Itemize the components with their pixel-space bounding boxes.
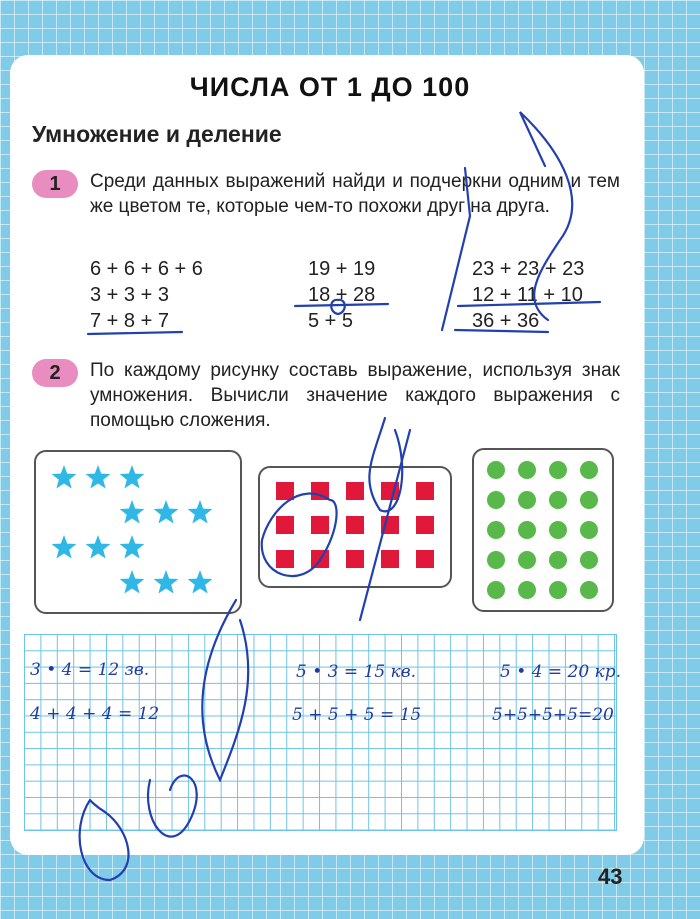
circle-mark	[487, 521, 505, 539]
picture-squares	[258, 466, 452, 588]
circle-mark	[549, 491, 567, 509]
circle-mark	[549, 551, 567, 569]
square-mark	[346, 516, 364, 534]
star-mark	[120, 570, 145, 594]
star-mark	[52, 535, 77, 559]
picture-circles	[472, 448, 614, 612]
page-title: ЧИСЛА ОТ 1 ДО 100	[189, 72, 471, 102]
star-mark	[120, 465, 145, 489]
square-mark	[416, 516, 434, 534]
star-mark	[154, 500, 179, 524]
expression-col1-row2: 3 + 3 + 3	[90, 284, 169, 306]
answer-3-multiplication: 5 • 4 = 20 кр.	[500, 662, 621, 682]
page-number: 43	[598, 864, 623, 889]
stars-group	[36, 452, 240, 612]
answer-1-multiplication: 3 • 4 = 12 зв.	[30, 660, 150, 680]
star-mark	[154, 570, 179, 594]
square-mark	[346, 550, 364, 568]
star-mark	[188, 500, 213, 524]
section-subtitle: Умножение и деление	[32, 121, 282, 147]
square-mark	[311, 550, 329, 568]
star-mark	[120, 535, 145, 559]
square-mark	[311, 516, 329, 534]
expression-col1-row1: 6 + 6 + 6 + 6	[90, 258, 203, 280]
task-1-badge: 1	[32, 170, 78, 198]
task-2-badge: 2	[32, 359, 78, 387]
circles-group	[474, 450, 612, 610]
circle-mark	[487, 461, 505, 479]
picture-stars	[34, 450, 242, 614]
circle-mark	[487, 551, 505, 569]
star-mark	[188, 570, 213, 594]
circle-mark	[549, 461, 567, 479]
square-mark	[311, 482, 329, 500]
square-mark	[346, 482, 364, 500]
square-mark	[276, 516, 294, 534]
square-mark	[381, 516, 399, 534]
circle-mark	[580, 461, 598, 479]
square-mark	[416, 550, 434, 568]
square-mark	[276, 550, 294, 568]
circle-mark	[518, 491, 536, 509]
squares-group	[260, 468, 450, 586]
circle-mark	[518, 461, 536, 479]
task-2-text: По каждому рисунку составь выражение, используя знак умножения. Вычисли значение каждого выражения с помощью сложения.	[90, 360, 620, 431]
answer-1-addition: 4 + 4 + 4 = 12	[30, 704, 160, 724]
star-mark	[120, 500, 145, 524]
circle-mark	[518, 521, 536, 539]
circle-mark	[518, 581, 536, 599]
task-1-text: Среди данных выражений найди и подчеркни одним и тем же цветом те, которые чем-то похожи друг на друга.	[90, 171, 620, 217]
square-mark	[276, 482, 294, 500]
square-mark	[416, 482, 434, 500]
square-mark	[381, 550, 399, 568]
circle-mark	[487, 491, 505, 509]
circle-mark	[580, 491, 598, 509]
expression-col3-row1: 23 + 23 + 23	[472, 258, 585, 280]
expression-col3-row3: 36 + 36	[472, 310, 540, 332]
answer-3-addition: 5+5+5+5=20	[492, 705, 614, 725]
circle-mark	[518, 551, 536, 569]
circle-mark	[580, 521, 598, 539]
expression-col2-row2: 18 + 28	[308, 284, 376, 306]
expression-col1-row3: 7 + 8 + 7	[90, 310, 169, 332]
star-mark	[86, 465, 111, 489]
answer-2-addition: 5 + 5 + 5 = 15	[292, 705, 422, 725]
answer-2-multiplication: 5 • 3 = 15 кв.	[296, 662, 417, 682]
expression-col2-row3: 5 + 5	[308, 310, 354, 332]
expression-col3-row2: 12 + 11 + 10	[472, 284, 583, 306]
circle-mark	[580, 551, 598, 569]
square-mark	[381, 482, 399, 500]
circle-mark	[580, 581, 598, 599]
star-mark	[86, 535, 111, 559]
circle-mark	[549, 581, 567, 599]
star-mark	[52, 465, 77, 489]
expression-col2-row1: 19 + 19	[308, 258, 376, 280]
circle-mark	[487, 581, 505, 599]
circle-mark	[549, 521, 567, 539]
